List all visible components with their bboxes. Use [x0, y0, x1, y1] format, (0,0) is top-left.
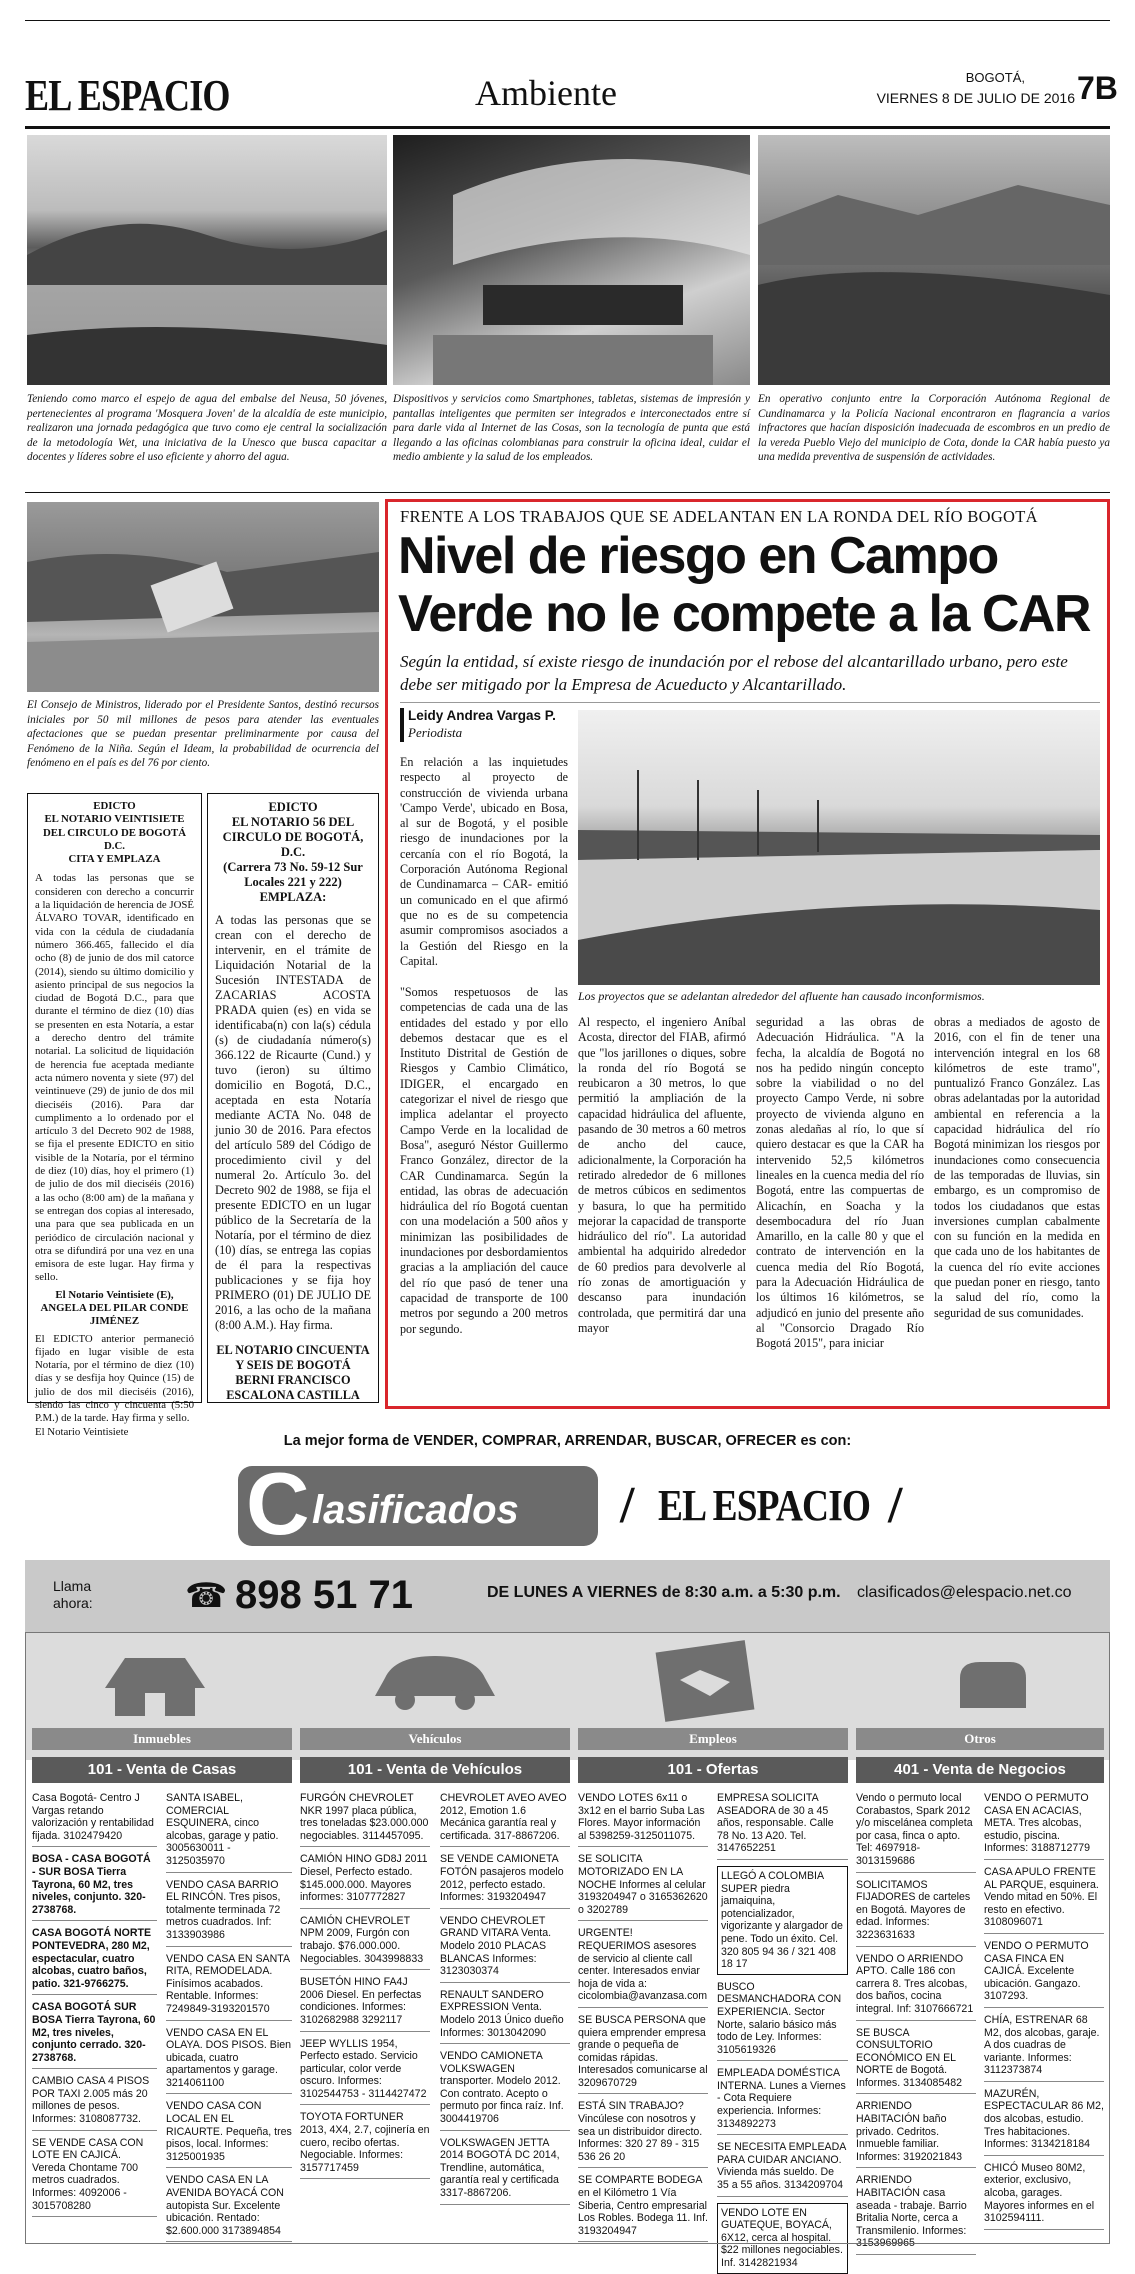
photo-smart-office — [393, 135, 750, 385]
ad-item[interactable]: SE COMPARTE BODEGA en el Kilómetro 1 Vía Siberia, Centro empresarial Los Robles. Bodega 11. Inf. 3193204947 — [578, 2174, 708, 2242]
caption-debris: En operativo conjunto entre la Corporación Autónoma Regional de Cundinamarca y la Policía Nacional encontraron en flagrancia a varios infractores que hacían disposición inadecuada de escombros en un predio de la vereda Pueblo Viejo del municipio de Cota, donde la CAR había puesto ya una medida preventiva de suspensión de actividades. — [758, 393, 1110, 464]
ad-item[interactable]: SE BUSCA PERSONA que quiera emprender empresa grande o pequeña de comidas rápidas. Interesados comunicarse al 3209670729 — [578, 2014, 708, 2095]
ad-item[interactable]: VOLKSWAGEN JETTA 2014 BOGOTÁ DC 2014, Trendline, automática, garantía real y certificada 3317-8867206. — [440, 2137, 570, 2205]
ad-item[interactable]: CASA APULO FRENTE AL PARQUE, esquinera. Vendo mitad en 50%. El resto en efectivo. 3108096071 — [984, 1866, 1104, 1934]
ad-item[interactable]: SE VENDE CASA CON LOTE EN CAJICÁ. Vereda Chontame 700 metros cuadrados. Informes: 4092006 - 3015708280 — [32, 2137, 157, 2218]
article-deck: Según la entidad, sí existe riesgo de inundación por el rebose del alcantarillado urbano, pero este debe ser mitigado por la Empresa de Acueducto y Alcantarillado. — [400, 652, 1068, 694]
newspaper-logo: EL ESPACIO — [25, 71, 230, 120]
edicto-2-body: A todas las personas que se crean con el derecho de intervenir, en el trámite de Liquidación Notarial de la Sucesión INTESTADA de ZACARIAS ACOSTA PRADA quien (es) en vida se identificaba(n) con la(s) cédula (s) de ciudadanía número(s) 366.122 de Ricaurte (Cund.) y tuvo (ieron) su último domicilio en Bogotá, D.C., aceptada en esta Notaría mediante ACTA No. 048 de junio 30 de 2016. Para efectos del artículo 589 del Código de procedimiento civil y del numeral 2o. Artículo 3o. del Decreto 902 de 1988, se fija el presente EDICTO en un lugar público de la Secretaría de la Notaría, por el término de diez (10) días, se entrega las copias de él para la respectivas publicaciones y se fija hoy PRIMERO (01) DE JULIO DE 2016, a las ocho de la mañana (8:00 A.M.). Hay firma. — [215, 913, 371, 1332]
article-col2: Al respecto, el ingeniero Aníbal Acosta, director del FIAB, afirmó que "los jarillones o diques, sobre la ronda del río Bogotá se reubicaron a 30 metros, lo que permitió la ampliación de la capacidad hidráulica del afluente, pasando de 30 metros a 60 metros de ancho del cauce, adicionalmente, la Corporación ha retirado alrededor de 6 millones de metros cúbicos en sedimentos y basura, lo que ha permitido mejorar la capacidad de transporte hidráulico del río". La autoridad ambiental ha adquirido alrededor de 60 predios para devolverle al río zonas de amortiguación y descanso para inundación controlada, que permitirá dar una mayor — [578, 1015, 746, 1335]
ad-item[interactable]: TOYOTA FORTUNER 2013, 4X4, 2.7, cojinería en cuero, recibo ofertas. Negociable. Informes: 3157717459 — [300, 2111, 430, 2179]
section-venta-vehiculos[interactable]: 101 - Venta de Vehículos — [300, 1757, 570, 1783]
ad-item[interactable]: JEEP WYLLIS 1954, Perfecto estado. Servicio particular, color verde oscuro. Informes: 3102544753 - 3114427472 — [300, 2038, 430, 2106]
ad-item[interactable]: FURGÓN CHEVROLET NKR 1997 placa pública, tres toneladas $23.000.000 negociables. 3114457095. — [300, 1792, 430, 1847]
article-byline: Leidy Andrea Vargas P. — [408, 708, 556, 723]
ad-item[interactable]: CAMIÓN HINO GD8J 2011 Diesel, Perfecto estado. $145.000.000. Mayores informes: 3107772827 — [300, 1853, 430, 1908]
article-headline-1: Nivel de riesgo en Campo — [398, 527, 998, 585]
photo-debris-cota — [758, 135, 1110, 385]
ad-item[interactable]: CAMBIO CASA 4 PISOS POR TAXI 2.005 más 20 millones de pesos. Informes: 3108087732. — [32, 2075, 157, 2130]
edicto-1-title: EDICTO EL NOTARIO VEINTISIETE DEL CIRCULO DE BOGOTÁ D.C. CITA Y EMPLAZA — [42, 800, 187, 866]
edicto-1-body: A todas las personas que se consideren con derecho a concurrir a la liquidación de herencia de JOSÉ ÁLVARO TOVAR, identificado en vida con la cédula de ciudadanía número 366.465, fallecido el día ocho (8) de junio de dos mil catorce (2014), siendo su último domicilio y asiento principal de sus negocios la ciudad de Bogotá D.C., para que durante el término de diez (10) días se presenten en esta Notaría, a estar a derecho dentro del trámite notarial. La solicitud de liquidación de herencia fue aceptada mediante acta número noventa y siete (97) del veintinueve (29) de junio de dos mil dieciséis (2016). Para dar cumplimento a lo ordenado por el artículo 3 del Decreto 902 de 1988, se fija el presente EDICTO en sitio visible de la Notaría, por el término de diez (10) días, hoy el primero (1) de julio de dos mil dieciséis (2016) a las ocho (8:00 am) de la mañana y se entregan dos copias al interesado, una para que sea publicada en un periódico de circulación nacional y otra se difundirá por una vez en una emisora de este lugar. Hay firma y sello. — [35, 872, 194, 1284]
article-col1-top: En relación a las inquietudes respecto al proyecto de construcción de vivienda urbana 'Campo Verde', ubicado en Bosa, al sur de Bogotá, y el posible riesgo de inundaciones por la cercanía con el río Bogotá, la Corporación Autónoma Regional de Cundinamarca – CAR- emitió un comunicado en el que afirmó que no es de su competencia asumir compromisos asociados a la Gestión del Riesgo en la Capital. — [400, 755, 568, 968]
ad-item[interactable]: VENDO LOTE EN GUATEQUE, BOYACÁ, 6X12, cerca al hospital. $22 millones negociables. Inf. 3142821934 — [717, 2203, 848, 2274]
ad-item[interactable]: BUSETÓN HINO FA4J 2006 Diesel. En perfectas condiciones. Informes: 3102682988 3292117 — [300, 1976, 430, 2031]
classifieds-frame — [25, 1632, 1110, 2244]
article-kicker: FRENTE A LOS TRABAJOS QUE SE ADELANTAN EN LA RONDA DEL RÍO BOGOTÁ — [400, 507, 1038, 526]
section-ofertas[interactable]: 101 - Ofertas — [578, 1757, 848, 1783]
masthead — [25, 68, 1118, 126]
classifieds-banner — [228, 1454, 928, 1554]
phone-number[interactable]: 898 51 71 — [235, 1573, 413, 1617]
ad-item[interactable]: CASA BOGOTÁ SUR BOSA Tierra Tayrona, 60 M2, tres niveles, conjunto cerrado. 320-2738768. — [32, 2001, 157, 2069]
deck-rule — [400, 702, 1100, 703]
ad-item[interactable]: VENDO CHEVROLET GRAND VITARA Venta. Modelo 2010 PLACAS BLANCAS Informes: 3123030374 — [440, 1915, 570, 1983]
top-rule — [25, 20, 1110, 21]
ad-item[interactable]: VENDO O PERMUTO CASA FINCA EN CAJICÁ. Excelente ubicación. Gangazo. 3107293. — [984, 1940, 1104, 2008]
ad-item[interactable]: SE BUSCA CONSULTORIO ECONÓMICO EN EL NORTE de Bogotá. Informes. 3134085482 — [856, 2027, 976, 2095]
article-col3: seguridad a las obras de Adecuación Hidráulica. "A la fecha, la alcaldía de Bogotá no nos ha pedido ningún concepto sobre la viabilidad o no del proyecto Campo Verde, ni sobre proyecto de vivienda alguno en zonas aledañas al río, lo que sí quiero destacar es que la CAR ha intervenido 52,5 kilómetros lineales en la cuenca media del río Bogotá, entre las compuertas de Alicachín, en Soacha y la desembocadura del río Juan Amarillo, en la calle 80 y que el contrato de intervención en la cuenca media del Río Bogotá, para la Adecuación Hidráulica de los últimos 16 kilómetros, se adjudicó en junio del presente año al "Consorcio Dragado Río Bogotá 2015", para iniciar — [756, 1015, 924, 1351]
call-label: Llama ahora: — [53, 1578, 93, 1611]
edicto-notario-27 — [27, 793, 202, 1438]
brand-c: C — [246, 1454, 310, 1553]
ad-item[interactable]: VENDO CAMIONETA VOLKSWAGEN transporter. Modelo 2012. Con contrato. Acepto o permuto por finca raíz. Inf. 3004419706 — [440, 2050, 570, 2131]
edicto-2-title: EDICTO EL NOTARIO 56 DEL CIRCULO DE BOGOTÁ, D.C. (Carrera 73 No. 59-12 Sur Locales 221 y 222) EMPLAZA: — [222, 800, 364, 904]
page-number: 7B — [1077, 70, 1118, 106]
ad-item[interactable]: SE SOLICITA MOTORIZADO EN LA NOCHE Informes al celular 3193204947 o 3165362620 o 3202789 — [578, 1853, 708, 1921]
photo-rio-bogota — [578, 710, 1100, 985]
classifieds-tagline: La mejor forma de VENDER, COMPRAR, ARRENDAR, BUSCAR, OFRECER es con: — [283, 1433, 852, 1449]
tab-empleos[interactable]: Empleos — [578, 1728, 848, 1750]
section-title: Ambiente — [475, 73, 617, 113]
tab-otros[interactable]: Otros — [856, 1728, 1104, 1750]
tab-inmuebles[interactable]: Inmuebles — [32, 1728, 292, 1750]
edicto-2-sign: EL NOTARIO CINCUENTA Y SEIS DE BOGOTÁ BERNI FRANCISCO ESCALONA CASTILLA — [216, 1343, 370, 1402]
caption-neusa: Teniendo como marco el espejo de agua del embalse del Neusa, 50 jóvenes, pertenecientes al programa 'Mosquera Joven' de la alcaldía de este municipio, realizaron una jornada pedagógica que tuvo como eje central la socialización de la metodología Wet, una iniciativa de la Unesco que busca capacitar a docentes y líderes sobre el uso eficiente y ahorro del agua. — [27, 393, 387, 464]
section-rule — [25, 492, 1110, 493]
ad-item[interactable]: SE VENDE CAMIONETA FOTÓN pasajeros modelo 2012, perfecto estado. Informes: 3193204947 — [440, 1853, 570, 1908]
office-hours: DE LUNES A VIERNES de 8:30 a.m. a 5:30 p.m. — [487, 1584, 841, 1601]
ad-item[interactable]: VENDO O ARRIENDO APTO. Calle 186 con carrera 8. Tres alcobas, dos baños, cocina integral. Inf: 3107666721 — [856, 1953, 976, 2021]
edicto-1-footer: El EDICTO anterior permaneció fijado en lugar visible de esta Notaría, por el término de diez (10) días y se desfija hoy Quince (15) de julio de dos mil dieciséis (2016), siendo las cinco y cincuenta (5:50 P.M.) de la tarde. Hay firma y sello. El Notario Veintisiete — [35, 1332, 194, 1438]
article-byline-role: Periodista — [408, 725, 463, 740]
ad-item[interactable]: SOLICITAMOS FIJADORES de carteles en Bogotá. Mayores de edad. Informes: 3223631633 — [856, 1879, 976, 1947]
article-col1-bottom: "Somos respetuosos de las competencias de cada una de las entidades del estado y por ello debemos destacar que es el Instituto Distrital de Gestión de Riesgos y Cambio Climático, IDIGER, el encargado en categorizar el nivel de riesgo que implica adelantar el proyecto Campo Verde en la localidad de Bosa", aseguró Néstor Guillermo Franco González, director de la CAR Cundinamarca. Según la entidad, las obras de adecuación hidráulica del río Bogotá cuentan con una modelación a 500 años y minimizan las posibilidades de inundaciones por desbordamientos gracias a la ampliación del cauce del río que pasó de tener una capacidad de transporte de 100 metros por segundo a 200 metros por segundo. — [400, 985, 568, 1336]
masthead-rule — [25, 126, 1110, 129]
ad-item[interactable]: BUSCO DESMANCHADORA CON EXPERIENCIA. Sector Norte, salario básico más todo de Ley. Informes: 3105619326 — [717, 1981, 848, 2062]
caption-smart-office: Dispositivos y servicios como Smartphones, tabletas, sistemas de impresión y pantallas inteligentes que permiten ser integrados e interconectados entre sí para darle vida al Internet de las Cosas, son la tecnología de punta que está llegando a las oficinas colombianas para construir la oficina ideal, cuidar el medio ambiente y la salud de los empleados. — [393, 393, 750, 464]
ad-item[interactable]: ESTÁ SIN TRABAJO? Vincúlese con nosotros y sea un distribuidor directo. Informes: 320 27 89 - 315 536 26 20 — [578, 2100, 708, 2168]
contact-bar — [25, 1560, 1110, 1632]
ad-item[interactable]: EMPRESA SOLICITA ASEADORA de 30 a 45 años, responsable. Calle 78 No. 13 A20. Tel. 3147652251 — [717, 1792, 848, 1860]
ad-item[interactable]: ARRIENDO HABITACIÓN baño privado. Cedritos. Inmueble familiar. Informes: 3192021843 — [856, 2100, 976, 2168]
ad-item[interactable]: SE NECESITA EMPLEADA PARA CUIDAR ANCIANO. Vivienda más sueldo. De 35 a 55 años. 3134209704 — [717, 2141, 848, 2196]
masthead-city: BOGOTÁ, — [965, 70, 1025, 85]
classifieds-email[interactable]: clasificados@elespacio.net.co — [857, 1584, 1072, 1601]
caption-rio-bogota: Los proyectos que se adelantan alrededor del afluente han causado inconformismos. — [578, 989, 985, 1003]
brand-paper: EL ESPACIO — [658, 1481, 871, 1530]
ad-item[interactable]: LLEGÓ A COLOMBIA SUPER piedra jamaiquina, potencializador, vigorizante y alargador de pene. Todo un éxito. Cel. 320 805 94 36 / 321 408 18 17 — [717, 1866, 848, 1975]
ad-item[interactable]: Casa Bogotá- Centro J Vargas retando valorización y rentabilidad fijada. 3102479420 — [32, 1792, 157, 1847]
ad-item[interactable]: VENDO CASA BARRIO EL RINCÓN. Tres pisos, totalmente terminada 72 metros cuadrados. Inf: 3133903986 — [166, 1879, 292, 1947]
section-venta-negocios[interactable]: 401 - Venta de Negocios — [856, 1757, 1104, 1783]
ad-item[interactable]: CASA BOGOTÁ NORTE PONTEVEDRA, 280 M2, espectacular, cuatro alcobas, cuatro baños, patio. 321-9766275. — [32, 1927, 157, 1995]
ad-item[interactable]: VENDO CASA EN EL OLAYA. DOS PISOS. Bien ubicada, cuatro apartamentos y garage. 3214061100 — [166, 2027, 292, 2095]
ad-item[interactable]: BOSA - CASA BOGOTÁ - SUR BOSA Tierra Tayrona, 60 M2, tres niveles, conjunto. 320-2738768. — [32, 1853, 157, 1921]
caption-council: El Consejo de Ministros, liderado por el Presidente Santos, destinó recursos iniciales por 50 mil millones de pesos para atender las eventuales afectaciones que se puedan presentar preliminarmente por causa del Fenómeno de la Niña. Según el Ideam, la probabilidad de ocurrencia del fenómeno en el país es del 76 por ciento. — [27, 699, 379, 770]
ad-item[interactable]: ARRIENDO HABITACIÓN casa aseada - trabaje. Barrio Britalia Norte, cerca a Transmilenio. Informes: 3153969965 — [856, 2174, 976, 2255]
ad-item[interactable]: VENDO CASA EN SANTA RITA, REMODELADA. Finísimos acabados. Rentable. Informes: 7249849-3193201570 — [166, 1953, 292, 2021]
ad-item[interactable]: VENDO O PERMUTO CASA EN ACACIAS, META. Tres alcobas, estudio, piscina. Informes: 3188712779 — [984, 1792, 1104, 1860]
masthead-date: VIERNES 8 DE JULIO DE 2016 — [876, 90, 1075, 106]
edicto-notario-56 — [207, 793, 379, 1403]
ad-item[interactable]: CHEVROLET AVEO AVEO 2012, Emotion 1.6 Mecánica garantía real y certificada. 317-8867206. — [440, 1792, 570, 1847]
ad-item[interactable]: CAMIÓN CHEVROLET NPM 2009, Furgón con trabajo. $76.000.000. Negociables. 3043998833 — [300, 1915, 430, 1970]
ad-item[interactable]: VENDO CASA EN LA AVENIDA BOYACÁ CON autopista Sur. Excelente ubicación. Rentado: $2.600.000 3173894854 — [166, 2174, 292, 2242]
ad-item[interactable]: URGENTE! REQUERIMOS asesores de servicio al cliente call center. Interesados enviar hoja de vida a: cicolombia@avanzasa.com — [578, 1927, 708, 2008]
ad-item[interactable]: CHÍA, ESTRENAR 68 M2, dos alcobas, garaje. A dos cuadras de variante. Informes: 3112373874 — [984, 2014, 1104, 2082]
ad-item[interactable]: MAZURÉN, ESPECTACULAR 86 M2, dos alcobas, estudio. Tres habitaciones. Informes: 3134218184 — [984, 2088, 1104, 2156]
ad-item[interactable]: VENDO LOTES 6x11 o 3x12 en el barrio Suba Las Flores. Mayor información al 5398259-3125011075. — [578, 1792, 708, 1847]
ad-item[interactable]: RENAULT SANDERO EXPRESSION Venta. Modelo 2013 Único dueño Informes: 3013042090 — [440, 1989, 570, 2044]
ad-item[interactable]: CHICÓ Museo 80M2, exterior, exclusivo, alcoba, garages. Mayores informes en el 3102594111. — [984, 2162, 1104, 2230]
edicto-1-sign: El Notario Veintisiete (E), ANGELA DEL PILAR CONDE JIMÉNEZ — [40, 1288, 189, 1328]
ad-item[interactable]: EMPLEADA DOMÉSTICA INTERNA. Lunes a Viernes - Cota Requiere experiencia. Informes: 3134892273 — [717, 2067, 848, 2135]
brand-word: lasificados — [312, 1488, 519, 1532]
ad-item[interactable]: VENDO CASA CON LOCAL EN EL RICAURTE. Pequeña, tres pisos, local. Informes: 3125001935 — [166, 2100, 292, 2168]
photo-council-ministers — [27, 502, 379, 692]
article-col4: obras a mediados de agosto de 2016, con el fin de tener una intervención integral en los 68 kilómetros de este tramo", puntualizó Franco González. Las obras adelantadas por la autoridad ambiental en referencia a la capacidad hidráulica del río Bogotá minimizan los riesgos por inundaciones como consecuencia de las temporadas de lluvias, sin embargo, es un compromiso de todos los ciudadanos que estas inversiones cumplan cabalmente con su función en la medida en que cada uno de los habitantes de la cuenca del río evite acciones que puedan poner en riesgo, tanto la salud del río, como la seguridad de sus comunidades. — [934, 1015, 1100, 1320]
brand-slash-end: / — [888, 1477, 903, 1534]
ad-item[interactable]: SANTA ISABEL, COMERCIAL ESQUINERA, cinco alcobas, garage y patio. 3005630011 - 3125035970 — [166, 1792, 292, 1873]
section-venta-casas[interactable]: 101 - Venta de Casas — [32, 1757, 292, 1783]
phone-icon: ☎ — [185, 1578, 228, 1615]
ad-item[interactable]: Vendo o permuto local Corabastos, Spark 2012 y/o miscelánea completa por casa, finca o apto. Tel: 4697918- 3013159686 — [856, 1792, 976, 1873]
tab-vehiculos[interactable]: Vehículos — [300, 1728, 570, 1750]
photo-neusa-reservoir — [27, 135, 387, 385]
byline-bar — [400, 708, 404, 742]
brand-slash: / — [620, 1477, 635, 1534]
article-headline-2: Verde no le compete a la CAR — [398, 585, 1091, 643]
